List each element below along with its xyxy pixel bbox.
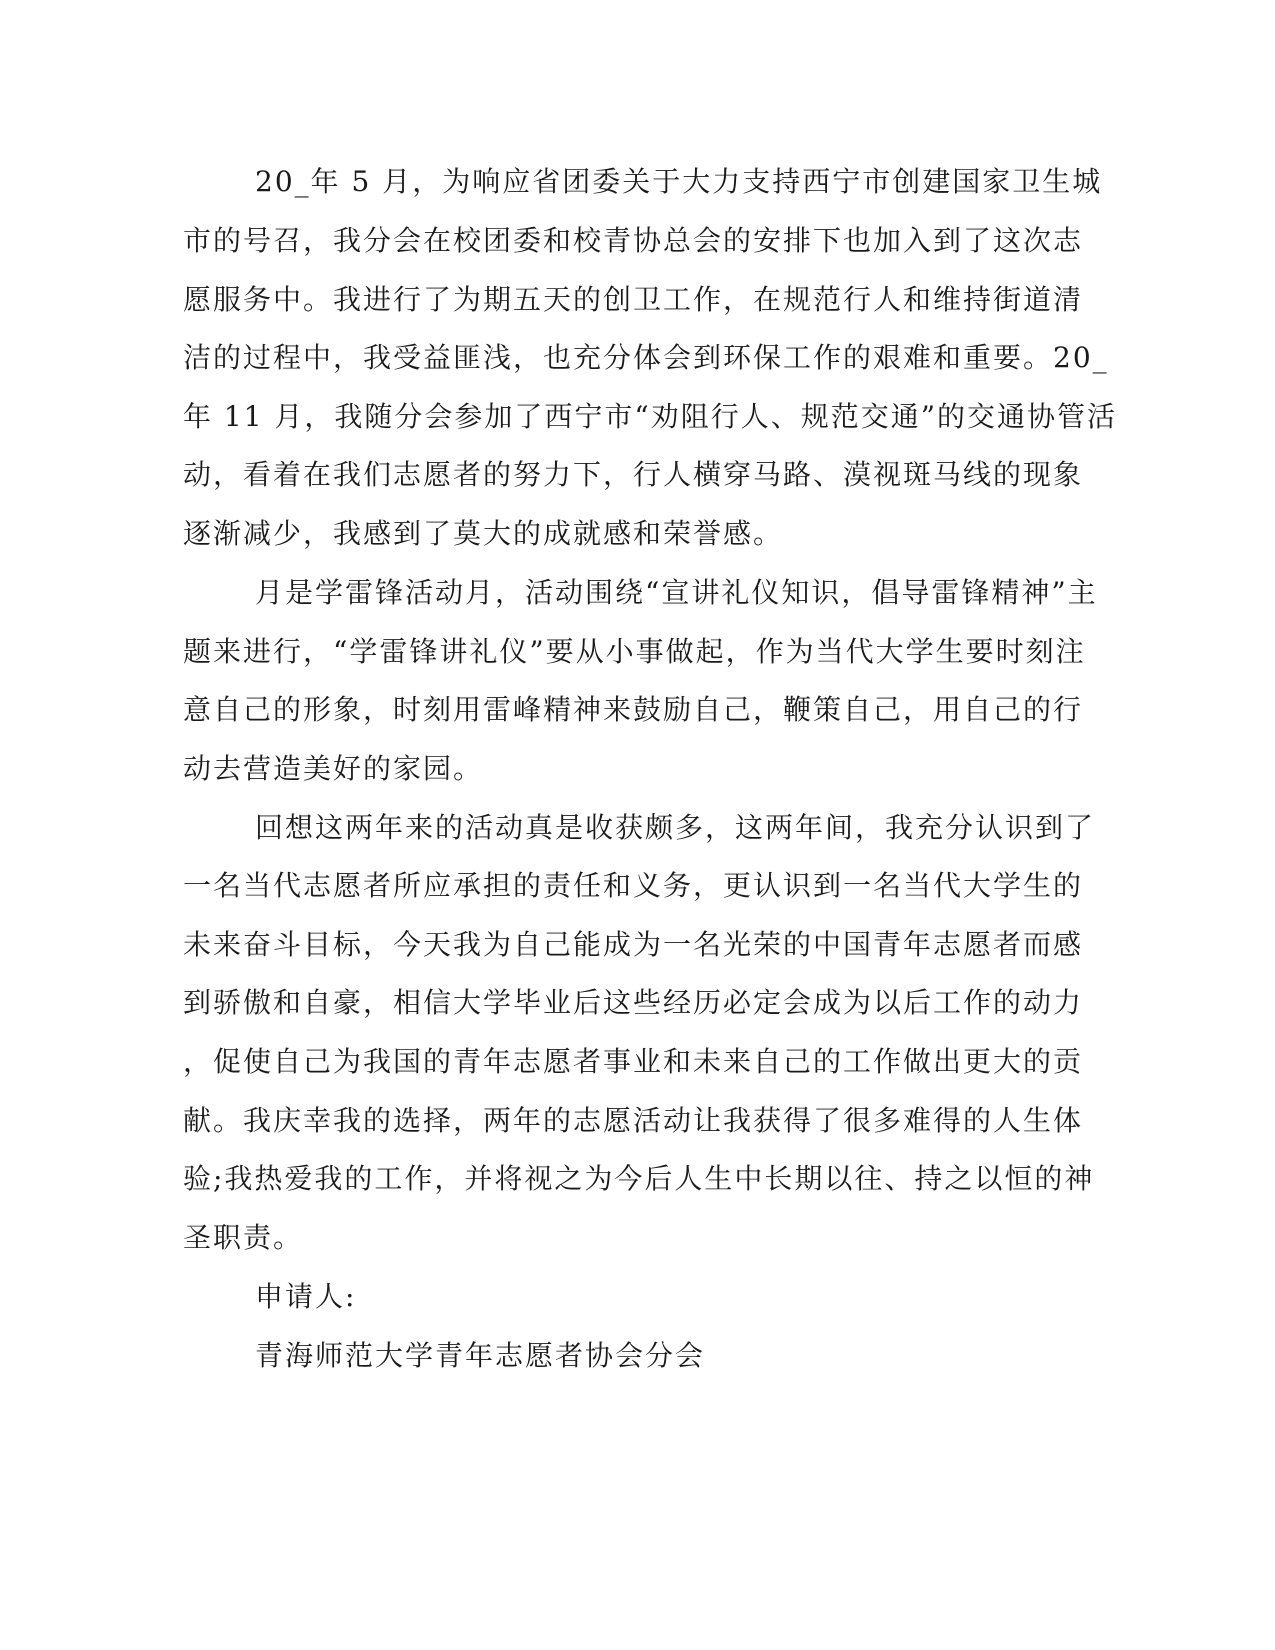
paragraph-1-line-3: 愿服务中。我进行了为期五天的创卫工作，在规范行人和维持街道清: [183, 283, 1084, 316]
paragraph-1-line-2: 市的号召，我分会在校团委和校青协总会的安排下也加入到了这次志: [183, 224, 1084, 257]
paragraph-3-line-3: 未来奋斗目标，今天我为自己能成为一名光荣的中国青年志愿者而感: [183, 928, 1084, 961]
paragraph-1-line-4: 洁的过程中，我受益匪浅，也充分体会到环保工作的艰难和重要。20_: [183, 341, 1109, 374]
paragraph-3-line-7: 验;我热爱我的工作，并将视之为今后人生中长期以往、持之以恒的神: [183, 1162, 1095, 1195]
paragraph-2-line-3: 意自己的形象，时刻用雷峰精神来鼓励自己，鞭策自己，用自己的行: [183, 693, 1084, 726]
organization-name: 青海师范大学青年志愿者协会分会: [255, 1339, 706, 1372]
paragraph-1-line-7: 逐渐减少，我感到了莫大的成就感和荣誉感。: [183, 517, 784, 550]
paragraph-1-line-5: 年 11 月，我随分会参加了西宁市“劝阻行人、规范交通”的交通协管活: [183, 400, 1118, 433]
paragraph-3-line-6: 献。我庆幸我的选择，两年的志愿活动让我获得了很多难得的人生体: [183, 1104, 1084, 1137]
paragraph-1-line-1: 20_年 5 月，为响应省团委关于大力支持西宁市创建国家卫生城: [255, 165, 1103, 198]
paragraph-2-line-2: 题来进行，“学雷锋讲礼仪”要从小事做起，作为当代大学生要时刻注: [183, 635, 1086, 668]
paragraph-3-line-1: 回想这两年来的活动真是收获颇多，这两年间，我充分认识到了: [255, 811, 1096, 844]
paragraph-2-line-4: 动去营造美好的家园。: [183, 752, 484, 785]
paragraph-1-line-6: 动，看着在我们志愿者的努力下，行人横穿马路、漠视斑马线的现象: [183, 458, 1084, 491]
paragraph-3-line-2: 一名当代志愿者所应承担的责任和义务，更认识到一名当代大学生的: [183, 869, 1084, 902]
paragraph-3-line-8: 圣职责。: [183, 1221, 304, 1254]
applicant-label: 申请人:: [255, 1280, 357, 1313]
paragraph-3-line-5: ，促使自己为我国的青年志愿者事业和未来自己的工作做出更大的贡: [183, 1045, 1084, 1078]
paragraph-2-line-1: 月是学雷锋活动月，活动围绕“宣讲礼仪知识，倡导雷锋精神”主: [255, 576, 1098, 609]
paragraph-3-line-4: 到骄傲和自豪，相信大学毕业后这些经历必定会成为以后工作的动力: [183, 986, 1084, 1019]
